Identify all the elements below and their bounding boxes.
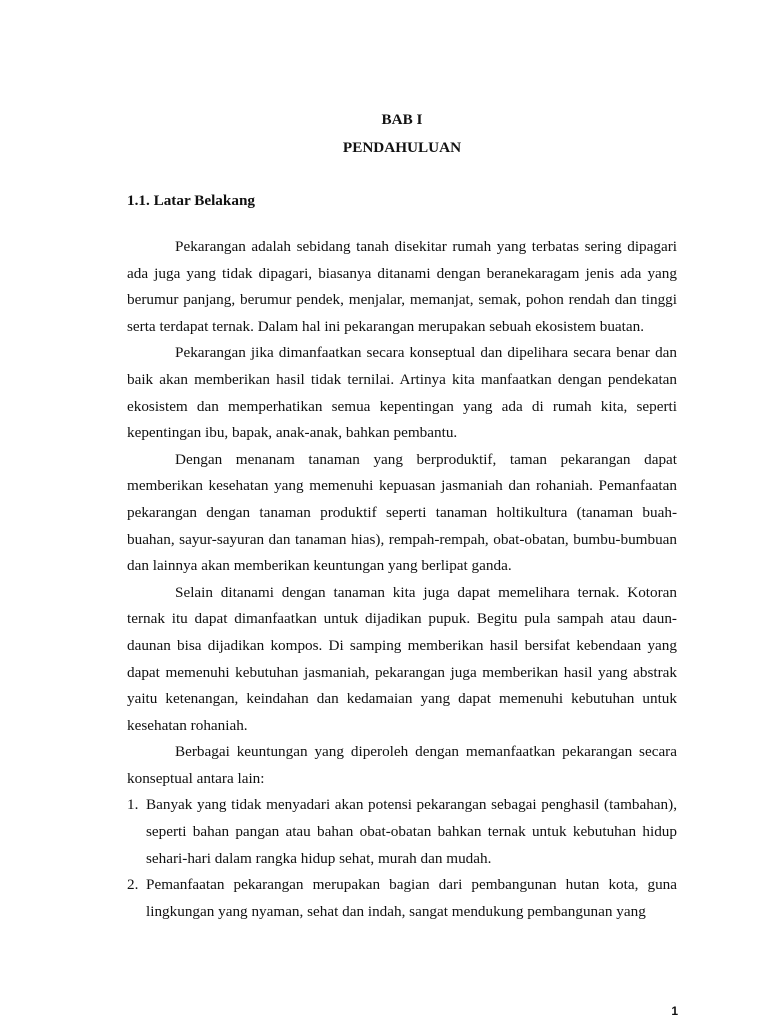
list-item-text: Pemanfaatan pekarangan merupakan bagian dari pembangunan hutan kota, guna lingkungan yang nyaman, sehat dan indah, sangat mendukung pembangunan yang <box>146 876 677 920</box>
list-item <box>127 792 677 872</box>
paragraph: Berbagai keuntungan yang diperoleh dengan memanfaatkan pekarangan secara konseptual antara lain: <box>127 743 677 787</box>
document-body <box>127 107 677 925</box>
paragraph: Pekarangan jika dimanfaatkan secara konseptual dan dipelihara secara benar dan baik akan memberikan hasil tidak ternilai. Artinya kita manfaatkan dengan pendekatan ekosistem dan memperhatikan semua kepentingan yang ada di rumah kita, seperti kepentingan ibu, bapak, anak-anak, bahkan pembantu. <box>127 344 677 442</box>
benefits-list <box>127 792 677 925</box>
list-item-text: Banyak yang tidak menyadari akan potensi pekarangan sebagai penghasil (tambahan), seperti bahan pangan atau bahan obat-obatan bahkan ternak untuk kebutuhan hidup sehari-hari dalam rangka hidup sehat, murah dan mudah. <box>146 796 677 867</box>
list-item <box>127 872 677 925</box>
list-item-number: 1. <box>127 796 139 814</box>
chapter-title: PENDAHULUAN <box>342 139 462 156</box>
paragraph: Dengan menanam tanaman yang berproduktif, taman pekarangan dapat memberikan kesehatan yang memenuhi kepuasan jasmaniah dan rohaniah. Pemanfaatan pekarangan dengan tanaman produktif seperti tanaman holtikultura (tanaman buah-buahan, sayur-sayuran dan tanaman hias), rempah-rempah, obat-obatan, bumbu-bumbuan dan lainnya akan memberikan keuntungan yang berlipat ganda. <box>127 450 677 575</box>
section-title: 1.1. Latar Belakang <box>127 192 255 209</box>
paragraph: Selain ditanami dengan tanaman kita juga dapat memelihara ternak. Kotoran ternak itu dapat dimanfaatkan untuk dijadikan pupuk. Begitu pula sampah atau daun-daunan bisa dijadikan kompos. Di samping memberikan hasil bersifat kebendaan yang dapat memenuhi kebutuhan jasmaniah, pekarangan juga memberikan hasil yang abstrak yaitu ketenangan, keindahan dan kedamaian yang dapat memenuhi kebutuhan untuk kesehatan rohaniah. <box>127 583 677 734</box>
paragraph: Pekarangan adalah sebidang tanah disekitar rumah yang terbatas sering dipagari ada juga yang tidak dipagari, biasanya ditanami dengan beranekaragam jenis ada yang berumur panjang, berumur pendek, menjalar, memanjat, semak, pohon rendah dan tinggi serta terdapat ternak. Dalam hal ini pekarangan merupakan sebuah ekosistem buatan. <box>127 238 677 335</box>
list-item-number: 2. <box>127 876 139 894</box>
page-number: 1 <box>671 1004 678 1018</box>
chapter-heading: BAB I <box>381 111 423 128</box>
